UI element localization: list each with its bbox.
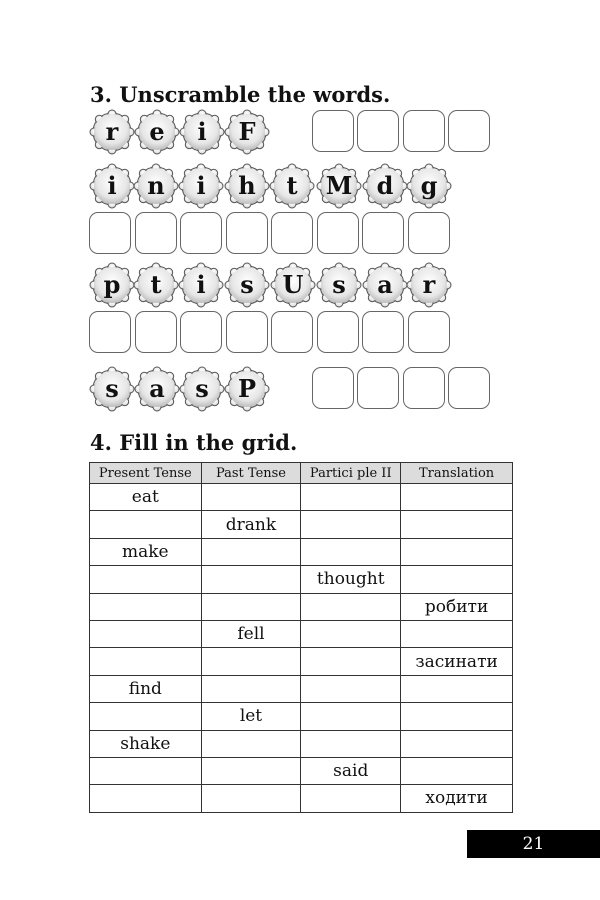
grid-cell[interactable]	[401, 484, 513, 511]
table-row	[90, 511, 513, 538]
letter-tile[interactable]: p	[89, 262, 135, 308]
grid-cell[interactable]	[201, 675, 301, 702]
table-row	[90, 538, 513, 565]
letter-tile[interactable]: t	[269, 163, 315, 209]
grid-cell[interactable]	[201, 593, 301, 620]
table-row	[90, 730, 513, 757]
answer-box[interactable]	[89, 212, 131, 254]
grid-cell[interactable]	[90, 648, 202, 675]
header-present-tense: Present Tense	[90, 463, 202, 484]
header-translation: Translation	[401, 463, 513, 484]
grid-cell[interactable]	[201, 730, 301, 757]
grid-cell[interactable]	[401, 620, 513, 647]
grid-cell[interactable]: find	[90, 675, 202, 702]
grid-cell[interactable]	[201, 538, 301, 565]
grid-cell[interactable]	[90, 703, 202, 730]
table-row	[90, 484, 513, 511]
answer-box[interactable]	[403, 110, 445, 152]
grid-cell[interactable]	[90, 757, 202, 784]
table-row	[90, 620, 513, 647]
grid-cell[interactable]	[201, 566, 301, 593]
grid-cell[interactable]	[90, 511, 202, 538]
answer-box[interactable]	[180, 212, 222, 254]
letter-tile[interactable]: a	[134, 366, 180, 412]
letter-tile[interactable]: t	[133, 262, 179, 308]
grid-cell[interactable]	[90, 620, 202, 647]
grid-cell[interactable]	[401, 703, 513, 730]
grid-cell[interactable]	[90, 593, 202, 620]
answer-box[interactable]	[226, 212, 268, 254]
letter-tile[interactable]: i	[179, 109, 225, 155]
answer-box[interactable]	[408, 212, 450, 254]
letter-tile[interactable]: s	[179, 366, 225, 412]
grid-cell[interactable]: засинати	[401, 648, 513, 675]
letter-tile[interactable]: r	[89, 109, 135, 155]
grid-cell[interactable]	[401, 675, 513, 702]
answer-box[interactable]	[357, 367, 399, 409]
grid-cell[interactable]	[301, 538, 401, 565]
grid-cell[interactable]	[301, 785, 401, 812]
header-participle-ii: Partici ple II	[301, 463, 401, 484]
section-3-title: 3. Unscramble the words.	[90, 82, 391, 107]
grid-cell[interactable]	[201, 785, 301, 812]
answer-box[interactable]	[135, 311, 177, 353]
grid-cell[interactable]: let	[201, 703, 301, 730]
letter-tile[interactable]: d	[362, 163, 408, 209]
grid-cell[interactable]	[401, 511, 513, 538]
answer-box[interactable]	[448, 367, 490, 409]
grid-cell[interactable]	[401, 566, 513, 593]
grid-cell[interactable]	[401, 730, 513, 757]
grid-cell[interactable]	[301, 484, 401, 511]
grid-cell[interactable]	[301, 648, 401, 675]
letter-tile[interactable]: a	[362, 262, 408, 308]
table-row	[90, 593, 513, 620]
grid-cell[interactable]	[301, 620, 401, 647]
answer-box[interactable]	[317, 311, 359, 353]
grid-cell[interactable]	[301, 730, 401, 757]
letter-tile-capital[interactable]: U	[270, 262, 316, 308]
letter-tile[interactable]: n	[133, 163, 179, 209]
grid-cell[interactable]	[401, 757, 513, 784]
letter-tile[interactable]: e	[134, 109, 180, 155]
answer-box[interactable]	[271, 212, 313, 254]
grid-cell[interactable]	[301, 675, 401, 702]
answer-box[interactable]	[408, 311, 450, 353]
grid-cell[interactable]: ходити	[401, 785, 513, 812]
grid-cell[interactable]: thought	[301, 566, 401, 593]
table-row	[90, 675, 513, 702]
table-row	[90, 703, 513, 730]
answer-box[interactable]	[362, 212, 404, 254]
grid-cell[interactable]: said	[301, 757, 401, 784]
letter-tile[interactable]: r	[406, 262, 452, 308]
letter-tile[interactable]: s	[224, 262, 270, 308]
answer-box[interactable]	[317, 212, 359, 254]
answer-box[interactable]	[135, 212, 177, 254]
answer-box[interactable]	[226, 311, 268, 353]
grid-cell[interactable]: make	[90, 538, 202, 565]
answer-box[interactable]	[312, 110, 354, 152]
letter-tile[interactable]: i	[178, 262, 224, 308]
grid-cell[interactable]	[301, 703, 401, 730]
grid-cell[interactable]	[201, 648, 301, 675]
letter-tile[interactable]: s	[316, 262, 362, 308]
answer-box[interactable]	[312, 367, 354, 409]
grid-cell[interactable]: eat	[90, 484, 202, 511]
answer-box[interactable]	[89, 311, 131, 353]
grid-cell[interactable]: fell	[201, 620, 301, 647]
grid-cell[interactable]	[90, 566, 202, 593]
letter-tile-capital[interactable]: P	[224, 366, 270, 412]
letter-tile[interactable]: i	[89, 163, 135, 209]
answer-box[interactable]	[180, 311, 222, 353]
grid-cell[interactable]: робити	[401, 593, 513, 620]
answer-box[interactable]	[271, 311, 313, 353]
letter-tile[interactable]: g	[406, 163, 452, 209]
grid-header-row	[90, 463, 513, 484]
grid-cell[interactable]: shake	[90, 730, 202, 757]
grid-cell[interactable]	[401, 538, 513, 565]
letter-tile-capital[interactable]: F	[224, 109, 270, 155]
letter-tile[interactable]: s	[89, 366, 135, 412]
grid-cell[interactable]	[201, 757, 301, 784]
page-number: 21	[467, 830, 600, 858]
letter-tile-capital[interactable]: M	[316, 163, 362, 209]
letter-tile[interactable]: i	[178, 163, 224, 209]
grid-cell[interactable]	[90, 785, 202, 812]
section-4-title: 4. Fill in the grid.	[90, 430, 298, 455]
grid-cell[interactable]	[301, 511, 401, 538]
table-row	[90, 566, 513, 593]
answer-box[interactable]	[357, 110, 399, 152]
letter-tile[interactable]: h	[224, 163, 270, 209]
grid-cell[interactable]: drank	[201, 511, 301, 538]
table-row	[90, 785, 513, 812]
answer-box[interactable]	[362, 311, 404, 353]
table-row	[90, 757, 513, 784]
header-past-tense: Past Tense	[201, 463, 301, 484]
answer-box[interactable]	[403, 367, 445, 409]
table-row	[90, 648, 513, 675]
grid-cell[interactable]	[301, 593, 401, 620]
grid-cell[interactable]	[201, 484, 301, 511]
answer-box[interactable]	[448, 110, 490, 152]
verb-forms-grid	[89, 462, 513, 813]
